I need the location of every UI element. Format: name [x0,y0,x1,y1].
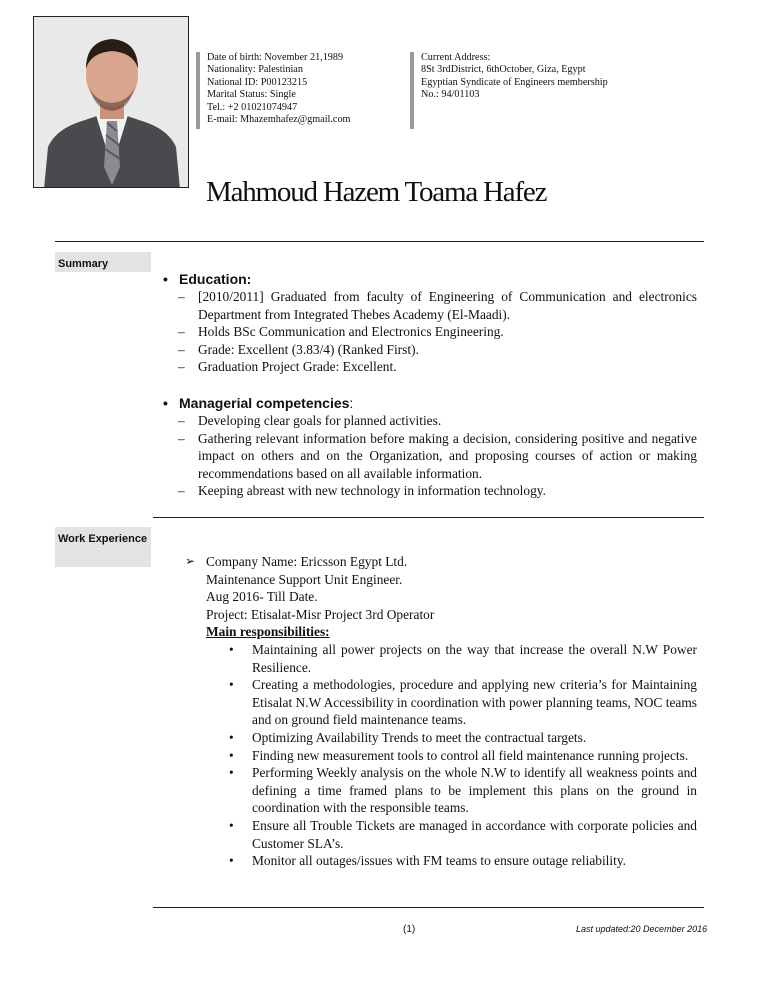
full-name: Mahmoud Hazem Toama Hafez [206,176,547,208]
company-name: ➢ Company Name: Ericsson Egypt Ltd. [185,554,408,569]
work-experience-section [185,553,697,870]
list-item: • Creating a methodologies, procedure and applying new criteria’s for Maintaining Etisalat N.W Accessibility in coordination with power planning teams, NOC teams and on ground field maintenance teams. [229,677,697,728]
personal-info-block [196,52,350,129]
summary-label: Summary [55,252,151,272]
list-item: – Developing clear goals for planned activities. [178,412,442,428]
job-role: Maintenance Support Unit Engineer. [206,571,403,587]
address: 8St 3rdDistrict, 6thOctober, Giza, Egypt [421,64,586,76]
job-dates: Aug 2016- Till Date. [206,589,318,605]
date-of-birth: Date of birth: November 21,1989 [207,52,344,63]
profile-photo [33,16,189,188]
syndicate-membership: Egyptian Syndicate of Engineers membership [421,76,608,88]
responsibilities-title: Main responsibilities: [206,624,330,640]
marital-status: Marital Status: Single [207,89,296,101]
bullet-icon: • [163,271,168,287]
list-item: – Grade: Excellent (3.83/4) (Ranked First). [178,341,419,357]
work-experience-label: Work Experience [55,527,151,567]
bullet-icon: • [229,747,234,763]
nationality: Nationality: Palestinian [207,64,303,76]
divider [153,517,704,518]
list-item: • Performing Weekly analysis on the whole N.W to identify all weakness points and defining a time framed plans to be implement this plans on the ground in coordination with the responsible teams. [229,765,697,816]
list-item: – Gathering relevant information before making a decision, considering positive and negative impact on others and on the Organization, and proposing courses of action or making recommendations based on all available information. [178,430,697,481]
list-item: • Optimizing Availability Trends to meet the contractual targets. [229,729,587,745]
bullet-icon: • [229,641,234,657]
bullet-icon: • [229,817,234,833]
arrow-bullet-icon: ➢ [185,554,196,568]
telephone: Tel.: +2 01021074947 [207,101,298,113]
list-item: • Finding new measurement tools to control all field maintenance running projects. [229,747,689,763]
project: Project: Etisalat-Misr Project 3rd Operator [206,606,435,622]
list-item: • Maintaining all power projects on the way that increase the overall N.W Power Resilience. [229,641,697,675]
divider [55,241,704,242]
list-item: – Holds BSc Communication and Electronics Engineering. [178,324,504,340]
education-heading: • Education: [163,271,252,287]
bullet-icon: • [229,729,234,745]
managerial-list [163,412,697,500]
address-info-block [410,52,608,129]
divider [153,907,704,908]
bullet-icon: • [229,853,234,869]
list-item: • Ensure all Trouble Tickets are managed in accordance with corporate policies and Customer SLA’s. [229,817,697,851]
bullet-icon: • [229,677,234,693]
email: E-mail: Mhazemhafez@gmail.com [207,114,351,126]
list-item: • Monitor all outages/issues with FM teams to ensure outage reliability. [229,853,627,869]
national-id: National ID: P00123215 [207,76,308,88]
managerial-heading: • Managerial competencies: [163,394,354,411]
responsibilities-list [185,641,697,870]
list-item: – Graduation Project Grade: Excellent. [178,359,397,375]
bullet-icon: • [163,394,168,411]
summary-section [163,270,697,500]
education-list [163,288,697,376]
list-item: – Keeping abreast with new technology in information technology. [178,483,546,499]
page-number: (1) [403,924,416,935]
list-item: – [2010/2011] Graduated from faculty of Engineering of Communication and electronics Department from Integrated Thebes Academy (El-Maadi). [178,289,697,322]
bullet-icon: • [229,765,234,781]
address-heading: Current Address: [421,52,491,63]
portrait-image [34,17,189,188]
last-updated: Last updated:20 December 2016 [576,924,708,934]
membership-number: No.: 94/01103 [421,89,480,101]
